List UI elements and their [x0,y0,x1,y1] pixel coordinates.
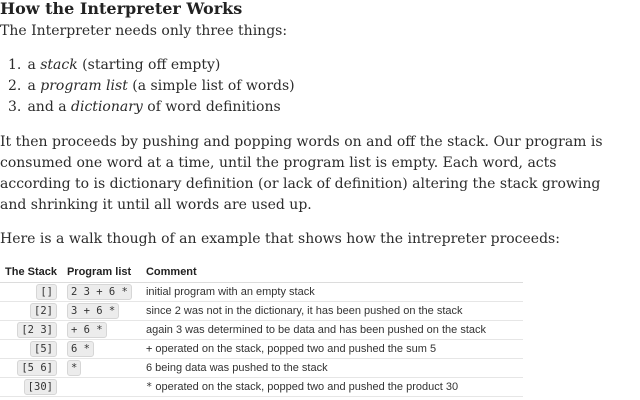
comment-cell [141,321,523,340]
list-text: and a [27,99,72,115]
list-term: dictionary [71,99,143,115]
comment-word: * [145,381,153,393]
program-cell [62,359,141,378]
program-cell [62,302,141,321]
stack-value: [2] [30,303,57,319]
explanation-paragraph [0,132,603,216]
comment-text: operated on the stack, popped two and pushed the sum 5 [155,343,437,355]
walkthrough-table [0,262,523,397]
comment-cell [141,302,523,321]
stack-value: [5] [30,341,57,357]
header-comment: Comment [141,262,523,283]
comment-cell [141,378,523,397]
stack-cell [0,359,62,378]
comment-text: again 3 was determined to be data and has been pushed on the stack [145,324,486,336]
program-value: 6 * [67,341,94,357]
list-item [0,76,295,97]
list-text: of word definitions [142,99,281,115]
list-item [0,97,295,118]
comment-text: being data was pushed to the stack [155,362,328,374]
comment-word: + [145,343,153,355]
intro-text: The Interpreter needs only three things: [0,23,288,39]
paragraph-line: according to is dictionary definition (or lack of definition) altering the stack growing [0,176,601,192]
table-header-row [0,262,523,283]
header-program-list: Program list [62,262,141,283]
list-term: program list [40,78,128,94]
program-cell [62,321,141,340]
comment-cell [141,340,523,359]
stack-cell [0,321,62,340]
list-text: a [27,57,41,73]
list-term: stack [40,57,78,73]
walkthrough-intro: Here is a walk though of an example that shows how the intrepreter proceeds: [0,231,560,247]
paragraph-line: and shrinking it until all words are used up. [0,197,312,213]
table-row [0,359,523,378]
list-text: (a simple list of words) [127,78,295,94]
table-row [0,378,523,397]
list-number: 1. [8,57,22,73]
stack-value: [5 6] [17,360,57,376]
program-cell [62,340,141,359]
list-text: a [27,78,41,94]
stack-value: [2 3] [17,322,57,338]
list-item [0,55,295,76]
program-value: 2 3 + 6 * [67,284,132,300]
stack-cell [0,283,62,302]
program-cell [62,378,141,397]
comment-cell [141,359,523,378]
program-value: 3 + 6 * [67,303,119,319]
header-stack: The Stack [0,262,62,283]
list-number: 3. [8,99,22,115]
stack-value: [] [36,284,57,300]
paragraph-line: It then proceeds by pushing and popping words on and off the stack. Our program is [0,134,603,150]
list-text: (starting off empty) [77,57,221,73]
table-row [0,283,523,302]
table-row [0,340,523,359]
comment-text: initial program with an empty stack [145,286,315,298]
comment-word: 6 [145,362,153,374]
paragraph-line: consumed one word at a time, until the program list is empty. Each word, acts [0,155,557,171]
list-number: 2. [8,78,22,94]
program-value: + 6 * [67,322,107,338]
stack-value: [30] [24,379,57,395]
comment-text: operated on the stack, popped two and pushed the product 30 [155,381,459,393]
table-row [0,321,523,340]
requirements-list [0,55,295,118]
program-value: * [67,360,81,376]
stack-cell [0,340,62,359]
stack-cell [0,378,62,397]
comment-text: since 2 was not in the dictionary, it has been pushed on the stack [145,305,463,317]
section-heading: How the Interpreter Works [0,0,243,18]
comment-cell [141,283,523,302]
stack-cell [0,302,62,321]
table-row [0,302,523,321]
program-cell [62,283,141,302]
